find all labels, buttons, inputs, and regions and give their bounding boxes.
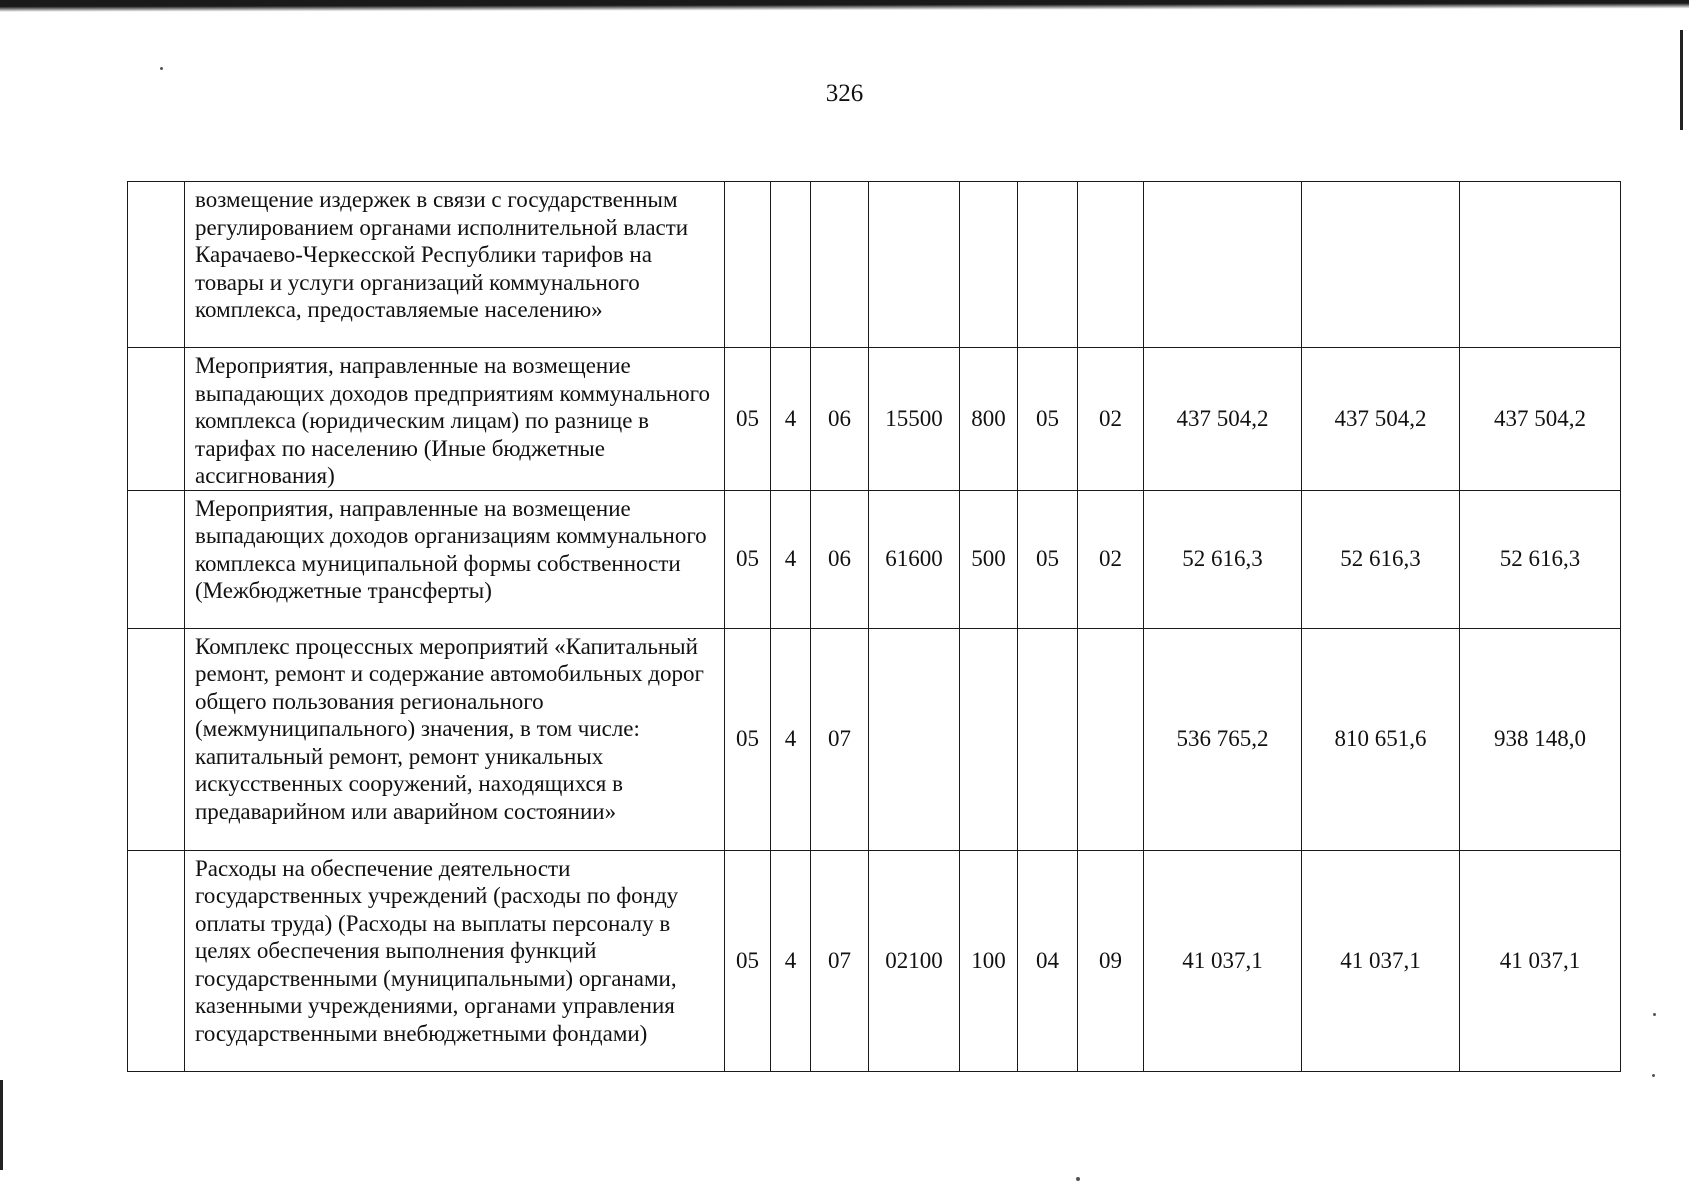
code-cell: 05: [725, 628, 771, 850]
code-cell: 500: [960, 490, 1018, 628]
code-cell: [1018, 182, 1078, 348]
amount-cell: 437 504,2: [1302, 348, 1460, 491]
code-cell: 02100: [869, 850, 960, 1071]
row-index-cell: [128, 628, 185, 850]
code-cell: 61600: [869, 490, 960, 628]
scan-speck: [1076, 1177, 1080, 1181]
code-cell: 4: [771, 490, 811, 628]
amount-cell: 536 765,2: [1144, 628, 1302, 850]
code-cell: 02: [1078, 348, 1144, 491]
code-cell: 4: [771, 850, 811, 1071]
table-row: [128, 628, 1621, 850]
code-cell: [869, 628, 960, 850]
code-cell: [1078, 182, 1144, 348]
scan-top-border: [0, 0, 1689, 12]
row-index-cell: [128, 850, 185, 1071]
table-row: [128, 490, 1621, 628]
code-cell: 800: [960, 348, 1018, 491]
amount-cell: 41 037,1: [1460, 850, 1621, 1071]
row-index-cell: [128, 490, 185, 628]
code-cell: 07: [811, 850, 869, 1071]
scan-speck: [160, 67, 163, 70]
code-cell: [960, 628, 1018, 850]
row-index-cell: [128, 348, 185, 491]
scan-left-edge-mark: [0, 1080, 3, 1170]
amount-cell: 41 037,1: [1144, 850, 1302, 1071]
expense-name-cell: Комплекс процессных мероприятий «Капитальный ремонт, ремонт и содержание автомобильных дорог общего пользования регионального (межмуниципального) значения, в том числе: капитальный ремонт, ремонт уникальных искусственных сооружений, находящихся в предаварийном или аварийном состоянии»: [185, 628, 725, 850]
code-cell: 4: [771, 628, 811, 850]
amount-cell: 52 616,3: [1460, 490, 1621, 628]
table-row: [128, 182, 1621, 348]
expense-name-cell: Мероприятия, направленные на возмещение выпадающих доходов организациям коммунального комплекса муниципальной формы собственности (Межбюджетные трансферты): [185, 490, 725, 628]
amount-cell: [1144, 182, 1302, 348]
expense-name-cell: Мероприятия, направленные на возмещение выпадающих доходов предприятиям коммунального комплекса (юридическим лицам) по разнице в тарифах по населению (Иные бюджетные ассигнования): [185, 348, 725, 491]
page-number: 326: [825, 80, 864, 107]
amount-cell: 437 504,2: [1144, 348, 1302, 491]
amount-cell: 52 616,3: [1302, 490, 1460, 628]
code-cell: 04: [1018, 850, 1078, 1071]
code-cell: 4: [771, 348, 811, 491]
scan-speck: [1653, 1013, 1656, 1016]
code-cell: 05: [1018, 348, 1078, 491]
code-cell: 02: [1078, 490, 1144, 628]
code-cell: 05: [725, 490, 771, 628]
expense-name-cell: Расходы на обеспечение деятельности государственных учреждений (расходы по фонду оплаты труда) (Расходы на выплаты персоналу в целях обеспечения выполнения функций государственными (муниципальными) органами, казенными учреждениями, органами управления государственными внебюджетными фондами): [185, 850, 725, 1071]
code-cell: 07: [811, 628, 869, 850]
amount-cell: [1302, 182, 1460, 348]
code-cell: 15500: [869, 348, 960, 491]
code-cell: [771, 182, 811, 348]
scan-speck: [1652, 1074, 1655, 1077]
budget-table: [127, 181, 1621, 1072]
row-index-cell: [128, 182, 185, 348]
amount-cell: 52 616,3: [1144, 490, 1302, 628]
code-cell: [960, 182, 1018, 348]
code-cell: 05: [725, 348, 771, 491]
code-cell: [869, 182, 960, 348]
code-cell: [1018, 628, 1078, 850]
amount-cell: [1460, 182, 1621, 348]
table-row: [128, 850, 1621, 1071]
amount-cell: 810 651,6: [1302, 628, 1460, 850]
code-cell: [1078, 628, 1144, 850]
code-cell: 09: [1078, 850, 1144, 1071]
code-cell: 100: [960, 850, 1018, 1071]
code-cell: [811, 182, 869, 348]
code-cell: 06: [811, 348, 869, 491]
table-row: [128, 348, 1621, 491]
amount-cell: 437 504,2: [1460, 348, 1621, 491]
amount-cell: 938 148,0: [1460, 628, 1621, 850]
expense-name-cell: возмещение издержек в связи с государственным регулированием органами исполнительной власти Карачаево-Черкесской Республики тарифов на товары и услуги организаций коммунального комплекса, предоставляемые населению»: [185, 182, 725, 348]
code-cell: 05: [725, 850, 771, 1071]
code-cell: 06: [811, 490, 869, 628]
amount-cell: 41 037,1: [1302, 850, 1460, 1071]
code-cell: [725, 182, 771, 348]
code-cell: 05: [1018, 490, 1078, 628]
